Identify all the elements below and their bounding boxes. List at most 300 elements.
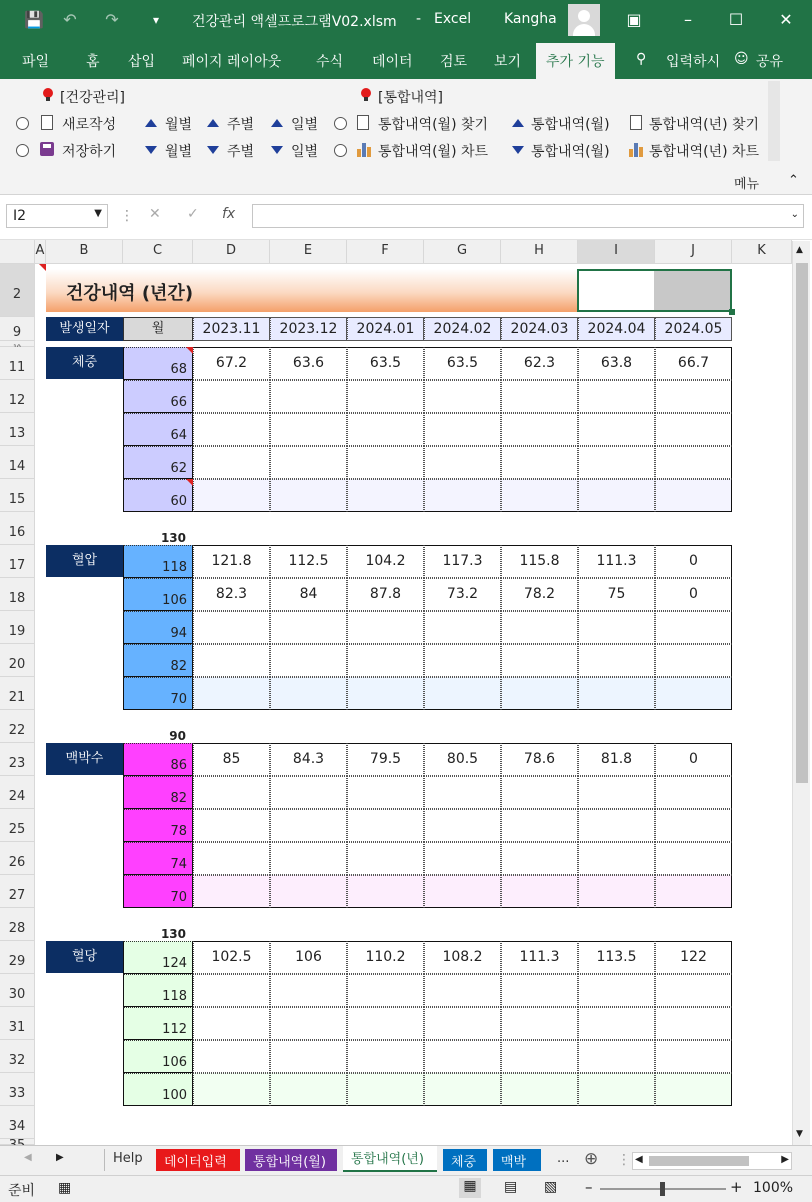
metric-label: 혈당 [46, 941, 123, 973]
save-button[interactable]: 저장하기 [62, 144, 117, 160]
data-cell[interactable]: 106 [270, 941, 347, 974]
data-cell[interactable] [655, 1073, 732, 1106]
row-header-28[interactable]: 28 [0, 908, 35, 941]
data-cell[interactable]: 75 [578, 578, 655, 611]
find-document-icon [357, 115, 369, 130]
status-ready: 준비 [8, 1183, 36, 1199]
data-cell[interactable] [501, 974, 578, 1007]
data-cell[interactable] [270, 776, 347, 809]
quick-access-dropdown-icon[interactable]: ▾ [152, 13, 160, 27]
data-cell[interactable] [193, 809, 270, 842]
data-cell[interactable]: 111.3 [578, 545, 655, 578]
enter-icon[interactable]: ✓ [187, 206, 199, 222]
sheet-tab[interactable]: 데이터입력 [156, 1149, 240, 1171]
data-cell[interactable] [270, 1007, 347, 1040]
data-cell[interactable] [424, 380, 501, 413]
data-cell[interactable] [270, 809, 347, 842]
data-cell[interactable]: 80.5 [424, 743, 501, 776]
tab-insert[interactable]: 삽입 [128, 54, 156, 70]
data-cell[interactable]: 108.2 [424, 941, 501, 974]
data-cell[interactable] [193, 1007, 270, 1040]
new-sheet-icon[interactable]: ⊕ [584, 1149, 599, 1169]
data-cell[interactable] [193, 479, 270, 512]
tab-view[interactable]: 보기 [494, 54, 522, 70]
data-cell[interactable]: 0 [655, 743, 732, 776]
data-cell[interactable] [193, 776, 270, 809]
data-cell[interactable] [270, 842, 347, 875]
maximize-icon[interactable]: ☐ [728, 10, 744, 29]
avatar-body-icon [573, 24, 595, 36]
data-cell[interactable] [270, 644, 347, 677]
data-cell[interactable]: 111.3 [501, 941, 578, 974]
tab-file[interactable]: 파일 [22, 54, 50, 70]
sheet-tab[interactable]: Help [104, 1149, 150, 1171]
row-header-29[interactable]: 29 [0, 941, 35, 974]
undo-icon[interactable]: ↶ [63, 10, 77, 29]
data-cell[interactable] [347, 446, 424, 479]
data-cell[interactable] [347, 677, 424, 710]
daily-up-button[interactable]: 일별 [291, 117, 319, 133]
data-cell[interactable]: 115.8 [501, 545, 578, 578]
tab-home[interactable]: 홈 [86, 54, 100, 70]
monthly-down-button[interactable]: 월별 [165, 144, 193, 160]
data-cell[interactable] [193, 842, 270, 875]
data-cell[interactable] [270, 479, 347, 512]
data-cell[interactable] [424, 1073, 501, 1106]
data-cell[interactable] [424, 875, 501, 908]
data-cell[interactable]: 63.5 [347, 347, 424, 380]
metric-label: 혈압 [46, 545, 123, 577]
data-cell[interactable] [501, 611, 578, 644]
share-button[interactable]: 공유 [756, 54, 784, 70]
tell-me-input[interactable]: 입력하시 [666, 54, 721, 70]
data-cell[interactable] [578, 677, 655, 710]
scale-cell: 106 [123, 578, 193, 611]
row-header-32[interactable]: 32 [0, 1040, 35, 1073]
data-cell[interactable] [424, 446, 501, 479]
formula-bar [0, 196, 812, 240]
data-cell[interactable] [655, 875, 732, 908]
macro-record-icon[interactable]: ▦ [58, 1180, 72, 1196]
data-cell[interactable] [347, 644, 424, 677]
column-header-c[interactable]: C [123, 240, 193, 264]
scale-cell: 100 [123, 1073, 193, 1106]
data-cell[interactable] [655, 1040, 732, 1073]
radio-new[interactable] [16, 117, 29, 130]
scale-cell: 86 [123, 743, 193, 776]
tab-page-layout[interactable]: 페이지 레이아웃 [182, 54, 282, 70]
page-break-view-icon[interactable]: ▧ [544, 1179, 558, 1195]
data-cell[interactable]: 84.3 [270, 743, 347, 776]
tab-review[interactable]: 검토 [440, 54, 468, 70]
data-cell[interactable] [578, 1007, 655, 1040]
row-header-33[interactable]: 33 [0, 1073, 35, 1106]
name-box[interactable] [6, 204, 108, 228]
comment-indicator-icon[interactable] [186, 479, 193, 486]
monthly-up-button[interactable]: 월별 [165, 117, 193, 133]
data-cell[interactable] [501, 1073, 578, 1106]
row-header-22[interactable]: 22 [0, 710, 35, 743]
data-cell[interactable]: 121.8 [193, 545, 270, 578]
scroll-up-icon[interactable]: ▲ [796, 245, 803, 255]
data-cell[interactable] [501, 479, 578, 512]
data-cell[interactable] [578, 974, 655, 1007]
ribbon-tabs [0, 41, 812, 79]
tab-formulas[interactable]: 수식 [316, 54, 344, 70]
data-cell[interactable] [270, 875, 347, 908]
row-header-18[interactable]: 18 [0, 578, 35, 611]
zoom-out-icon[interactable]: – [585, 1178, 593, 1196]
sheet-tab[interactable]: 통합내역(년) [343, 1146, 437, 1172]
ribbon-scrollbar[interactable] [768, 81, 780, 161]
data-cell[interactable] [578, 1073, 655, 1106]
data-cell[interactable] [578, 380, 655, 413]
status-bar [0, 1175, 812, 1202]
data-cell[interactable] [270, 446, 347, 479]
selected-cell-i2[interactable] [577, 269, 654, 312]
data-cell[interactable]: 84 [270, 578, 347, 611]
account-name[interactable]: Kangha [504, 11, 557, 27]
data-cell[interactable]: 122 [655, 941, 732, 974]
title-bar [0, 0, 812, 41]
row-header-13[interactable]: 13 [0, 413, 35, 446]
data-cell[interactable] [270, 611, 347, 644]
data-cell[interactable] [655, 1007, 732, 1040]
hscroll-right-icon[interactable]: ▶ [781, 1154, 789, 1165]
data-cell[interactable] [270, 1073, 347, 1106]
data-cell[interactable] [270, 380, 347, 413]
data-cell[interactable]: 87.8 [347, 578, 424, 611]
data-cell[interactable] [347, 974, 424, 1007]
data-cell[interactable] [424, 479, 501, 512]
month-header: 2024.02 [424, 317, 501, 341]
column-header-h[interactable]: H [501, 240, 578, 264]
radio-save[interactable] [16, 144, 29, 157]
data-cell[interactable] [655, 413, 732, 446]
tab-data[interactable]: 데이터 [372, 54, 413, 70]
data-cell[interactable] [193, 380, 270, 413]
data-cell[interactable] [424, 1040, 501, 1073]
data-cell[interactable] [193, 974, 270, 1007]
find-month-button[interactable]: 통합내역(월) 찾기 [378, 117, 489, 133]
tell-me-bulb-icon[interactable]: ⚲ [636, 51, 647, 67]
data-cell[interactable] [424, 1007, 501, 1040]
vertical-scrollbar[interactable] [792, 241, 810, 1145]
sheet-tab[interactable]: 맥박 [493, 1149, 541, 1171]
data-cell[interactable] [347, 1040, 424, 1073]
data-cell[interactable] [501, 380, 578, 413]
arrow-down-icon [512, 146, 524, 154]
data-cell[interactable] [578, 446, 655, 479]
data-cell[interactable]: 112.5 [270, 545, 347, 578]
month-header: 2024.01 [347, 317, 424, 341]
formula-bar-grip-icon: ⋮ [120, 208, 134, 224]
scale-cell: 94 [123, 611, 193, 644]
data-cell[interactable] [578, 1040, 655, 1073]
fill-handle[interactable] [729, 309, 735, 315]
data-cell[interactable] [655, 809, 732, 842]
data-cell[interactable] [424, 809, 501, 842]
data-cell[interactable] [347, 776, 424, 809]
save-icon[interactable]: 💾 [24, 10, 44, 29]
tab-scroll-left-icon[interactable]: ◀ [24, 1152, 32, 1163]
data-cell[interactable] [347, 842, 424, 875]
data-cell[interactable] [578, 413, 655, 446]
data-cell[interactable] [424, 644, 501, 677]
data-cell[interactable] [501, 446, 578, 479]
data-cell[interactable]: 110.2 [347, 941, 424, 974]
data-cell[interactable] [270, 413, 347, 446]
column-header-a[interactable]: A [35, 240, 46, 264]
column-header-j[interactable]: J [655, 240, 732, 264]
row-header-12[interactable]: 12 [0, 380, 35, 413]
scroll-thumb[interactable] [796, 263, 808, 783]
comment-indicator-icon[interactable] [186, 347, 193, 354]
sort-month-down-button[interactable]: 통합내역(월) [531, 144, 610, 160]
scale-cell: 78 [123, 809, 193, 842]
arrow-down-icon [207, 146, 219, 154]
scale-cell: 124 [123, 941, 193, 974]
normal-view-icon[interactable]: ▦ [459, 1178, 481, 1198]
data-cell[interactable]: 67.2 [193, 347, 270, 380]
data-cell[interactable] [193, 677, 270, 710]
data-cell[interactable] [655, 974, 732, 1007]
column-header-d[interactable]: D [193, 240, 270, 264]
data-cell[interactable] [270, 974, 347, 1007]
column-header-e[interactable]: E [270, 240, 347, 264]
tab-scroll-right-icon[interactable]: ▶ [56, 1152, 64, 1163]
radio-find-month[interactable] [334, 117, 347, 130]
row-header-19[interactable]: 19 [0, 611, 35, 644]
data-cell[interactable] [424, 677, 501, 710]
data-cell[interactable] [193, 875, 270, 908]
minimize-icon[interactable]: – [684, 10, 692, 29]
chart-month-button[interactable]: 통합내역(월) 차트 [378, 144, 489, 160]
row-header-23[interactable]: 23 [0, 743, 35, 776]
data-cell[interactable]: 81.8 [578, 743, 655, 776]
ribbon-panel [0, 79, 812, 195]
sheet-title: 건강내역 (년간) [66, 283, 194, 304]
radio-chart-month[interactable] [334, 144, 347, 157]
data-cell[interactable]: 82.3 [193, 578, 270, 611]
data-cell[interactable]: 117.3 [424, 545, 501, 578]
data-cell[interactable] [578, 842, 655, 875]
zoom-in-icon[interactable]: + [730, 1178, 743, 1196]
data-cell[interactable] [193, 644, 270, 677]
data-cell[interactable]: 113.5 [578, 941, 655, 974]
data-cell[interactable]: 0 [655, 545, 732, 578]
page-layout-view-icon[interactable]: ▤ [504, 1179, 518, 1195]
row-header-34[interactable]: 34 [0, 1106, 35, 1139]
data-cell[interactable] [347, 875, 424, 908]
scale-cell: 70 [123, 875, 193, 908]
data-cell[interactable] [655, 380, 732, 413]
select-all-corner[interactable] [0, 240, 35, 264]
data-cell[interactable] [578, 479, 655, 512]
data-cell[interactable] [193, 446, 270, 479]
data-cell[interactable] [578, 776, 655, 809]
ribbon-display-icon[interactable]: ▣ [626, 10, 642, 29]
column-header-k[interactable]: K [732, 240, 792, 264]
data-cell[interactable]: 63.6 [270, 347, 347, 380]
data-cell[interactable] [501, 809, 578, 842]
data-cell[interactable] [578, 809, 655, 842]
collapse-ribbon-icon[interactable]: ⌃ [788, 173, 799, 188]
data-cell[interactable] [193, 1040, 270, 1073]
row-header-26[interactable]: 26 [0, 842, 35, 875]
row-header-17[interactable]: 17 [0, 545, 35, 578]
row-header-25[interactable]: 25 [0, 809, 35, 842]
group-summary-title: [통합내역] [378, 90, 444, 106]
row-header-11[interactable]: 11 [0, 347, 35, 380]
data-cell[interactable] [501, 644, 578, 677]
window-title-filename: 건강관리 액셀프로그램V02.xlsm [192, 14, 397, 30]
formula-input[interactable] [252, 204, 804, 228]
row-header-31[interactable]: 31 [0, 1007, 35, 1040]
tab-add-ins[interactable]: 추가 기능 [536, 43, 615, 79]
metric-label: 맥박수 [46, 743, 123, 775]
scroll-down-icon[interactable]: ▼ [796, 1129, 803, 1139]
scale-cell: 68 [123, 347, 193, 380]
tab-split-grip-icon[interactable]: ⋮ [617, 1152, 631, 1168]
data-cell[interactable] [424, 842, 501, 875]
row-header-21[interactable]: 21 [0, 677, 35, 710]
scale-cell: 62 [123, 446, 193, 479]
find-document-icon [630, 115, 642, 130]
data-cell[interactable] [578, 644, 655, 677]
row-header-15[interactable]: 15 [0, 479, 35, 512]
column-header-b[interactable]: B [46, 240, 123, 264]
data-cell[interactable]: 63.8 [578, 347, 655, 380]
data-cell[interactable]: 78.2 [501, 578, 578, 611]
data-cell[interactable] [501, 1007, 578, 1040]
data-cell[interactable] [501, 1040, 578, 1073]
row-header-20[interactable]: 20 [0, 644, 35, 677]
horizontal-scrollbar[interactable] [632, 1152, 792, 1170]
data-cell[interactable]: 73.2 [424, 578, 501, 611]
sort-month-up-button[interactable]: 통합내역(월) [531, 117, 610, 133]
row-header-16[interactable]: 16 [0, 512, 35, 545]
data-cell[interactable] [347, 1073, 424, 1106]
data-cell[interactable] [424, 611, 501, 644]
data-cell[interactable] [347, 1007, 424, 1040]
data-cell[interactable] [347, 809, 424, 842]
data-cell[interactable] [655, 479, 732, 512]
data-cell[interactable] [655, 611, 732, 644]
zoom-slider-thumb[interactable] [660, 1182, 665, 1196]
data-cell[interactable]: 102.5 [193, 941, 270, 974]
hscroll-thumb[interactable] [649, 1156, 749, 1166]
sheet-tab[interactable]: 체중 [443, 1149, 487, 1171]
data-cell[interactable] [501, 842, 578, 875]
data-cell[interactable]: 62.3 [501, 347, 578, 380]
row-header-24[interactable]: 24 [0, 776, 35, 809]
data-cell[interactable] [501, 776, 578, 809]
daily-down-button[interactable]: 일별 [291, 144, 319, 160]
data-cell[interactable] [501, 413, 578, 446]
metric-label: 체중 [46, 347, 123, 379]
chart-year-button[interactable]: 통합내역(년) 차트 [649, 144, 760, 160]
data-cell[interactable] [193, 1073, 270, 1106]
weekly-up-button[interactable]: 주별 [227, 117, 255, 133]
row-header-27[interactable]: 27 [0, 875, 35, 908]
hscroll-left-icon[interactable]: ◀ [635, 1154, 643, 1165]
data-cell[interactable]: 79.5 [347, 743, 424, 776]
arrow-up-icon [207, 119, 219, 127]
avatar[interactable] [568, 4, 600, 36]
sheet-tab[interactable]: 통합내역(월) [245, 1149, 337, 1171]
data-cell[interactable] [578, 611, 655, 644]
cancel-icon[interactable]: ✕ [149, 206, 161, 222]
data-cell[interactable]: 63.5 [424, 347, 501, 380]
arrow-up-icon [271, 119, 283, 127]
formula-expand-icon[interactable]: ⌄ [790, 209, 799, 220]
data-cell[interactable] [424, 413, 501, 446]
data-cell[interactable] [193, 611, 270, 644]
row-header-30[interactable]: 30 [0, 974, 35, 1007]
data-cell[interactable] [347, 413, 424, 446]
data-cell[interactable] [501, 875, 578, 908]
column-header-i[interactable]: I [578, 240, 655, 264]
row-header-14[interactable]: 14 [0, 446, 35, 479]
redo-icon[interactable]: ↷ [105, 10, 119, 29]
month-header: 2024.03 [501, 317, 578, 341]
scale-cell: 106 [123, 1040, 193, 1073]
name-box-dropdown-icon[interactable]: ▼ [94, 208, 102, 219]
zoom-level[interactable]: 100% [753, 1180, 794, 1196]
data-cell[interactable]: 104.2 [347, 545, 424, 578]
data-cell[interactable] [424, 776, 501, 809]
comment-indicator-icon[interactable] [39, 264, 46, 271]
month-header: 2024.04 [578, 317, 655, 341]
scale-cell: 74 [123, 842, 193, 875]
insert-function-icon[interactable]: fx [222, 206, 236, 222]
close-icon[interactable]: ✕ [779, 10, 793, 29]
column-header-f[interactable]: F [347, 240, 424, 264]
data-cell[interactable] [655, 644, 732, 677]
data-cell[interactable] [655, 677, 732, 710]
find-year-button[interactable]: 통합내역(년) 찾기 [649, 117, 760, 133]
data-cell[interactable]: 0 [655, 578, 732, 611]
save-disk-icon [40, 142, 54, 156]
share-person-icon[interactable]: ☺ [734, 51, 749, 67]
data-cell[interactable]: 85 [193, 743, 270, 776]
data-cell[interactable]: 78.6 [501, 743, 578, 776]
data-cell[interactable] [347, 380, 424, 413]
data-cell[interactable] [193, 413, 270, 446]
row-header-9[interactable]: 9 [0, 317, 35, 341]
data-cell[interactable] [347, 479, 424, 512]
data-cell[interactable] [270, 1040, 347, 1073]
weekly-down-button[interactable]: 주별 [227, 144, 255, 160]
column-header-g[interactable]: G [424, 240, 501, 264]
new-button[interactable]: 새로작성 [62, 117, 117, 133]
row-header-2[interactable]: 2 [0, 264, 35, 317]
scale-top-value: 130 [160, 531, 186, 545]
data-cell[interactable] [578, 875, 655, 908]
data-cell[interactable] [655, 776, 732, 809]
data-cell[interactable] [424, 974, 501, 1007]
data-cell[interactable]: 66.7 [655, 347, 732, 380]
scale-cell: 70 [123, 677, 193, 710]
data-cell[interactable] [501, 677, 578, 710]
data-cell[interactable] [655, 842, 732, 875]
data-cell[interactable] [270, 677, 347, 710]
data-cell[interactable] [347, 611, 424, 644]
sheet-tab[interactable]: ... [549, 1149, 579, 1171]
cell-j2[interactable] [654, 269, 732, 312]
data-cell[interactable] [655, 446, 732, 479]
